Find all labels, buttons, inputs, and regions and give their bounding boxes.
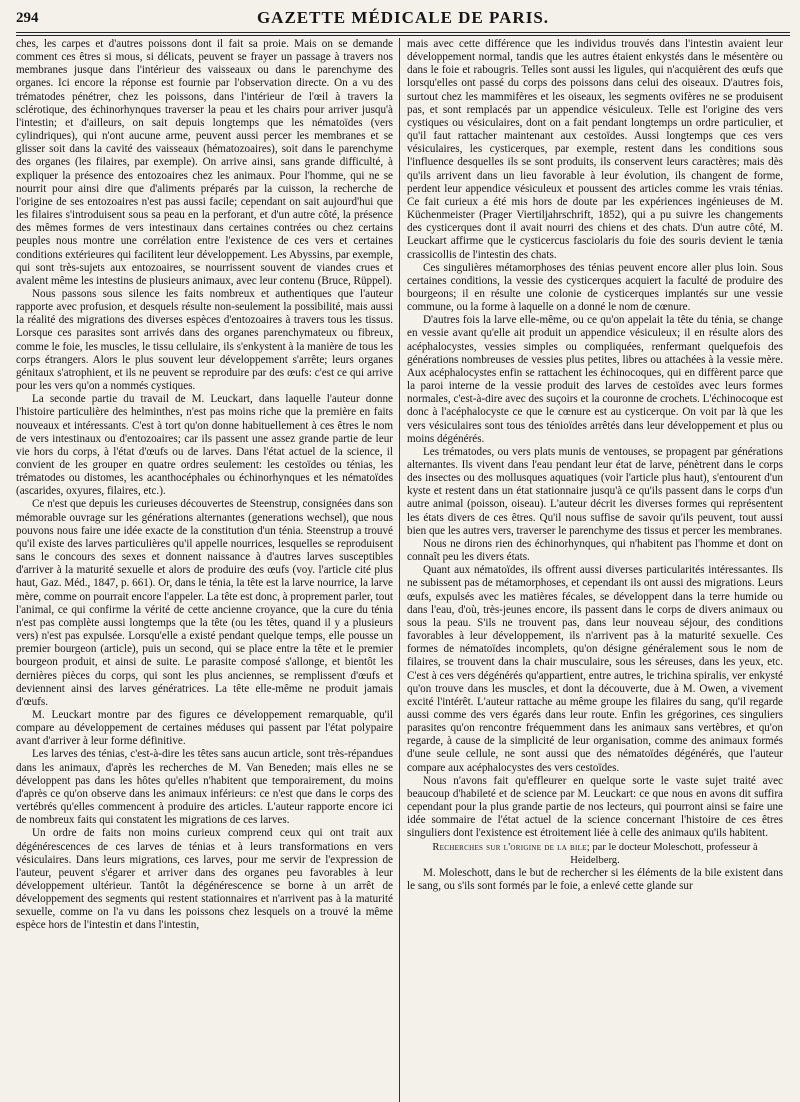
paragraph: La seconde partie du travail de M. Leuckart, dans laquelle l'auteur donne l'histoire particulière des helminthes, n'est pas moins riche que la première en faits nouveaux et intéressants. C'est à tort qu'on donne habituellement à ces êtres le nom de vers intestinaux ou d'entozoaires; car ils passent une assez grande partie de leur vie hors du corps, à l'état d'œufs ou de larves. Dans l'état actuel de la science, il convient de les grouper en quatre ordres seulement: les cestoïdes ou ténias, les trématodes ou distomes, les acanthocéphales ou échinorhynques et les nématoïdes (ascarides, oxyures, filaires, etc.). bbox=[16, 393, 393, 498]
article-title bbox=[407, 841, 783, 867]
paragraph: Nous passons sous silence les faits nombreux et authentiques que l'auteur rapporte avec profusion, et desquels résulte non-seulement la possibilité, mais aussi la réalité des migrations des diverses espèces d'entozoaires à travers tous les tissus. Lorsque ces parasites sont arrivés dans des organes parenchymateux ou fibreux, comme le foie, les muscles, le tissu cellulaire, ils s'enkystent à la manière de tous les corps étrangers. Alors le plus souvent leur développement s'arrête; leurs organes génitaux s'atrophient, et ils ne peuvent se reproduire par des œufs: c'est ce qui arrive pour les vers qu'on a nommés cystiques. bbox=[16, 287, 393, 393]
article-title-caps: Recherches sur l'origine de la bile bbox=[432, 841, 587, 853]
right-column bbox=[400, 38, 783, 1102]
left-column bbox=[16, 38, 399, 1102]
paragraph: Nous n'avons fait qu'effleurer en quelque sorte le vaste sujet traité avec beaucoup d'habileté et de science par M. Leuckart: ce que nous en avons dit suffira cependant pour la plus grande partie de nos lecteurs, qui pourront ainsi se faire une idée sommaire de l'état actuel de la science concernant l'histoire de ces êtres singuliers dont l'existence est étroitement liée à celle des animaux qu'ils habitent. bbox=[407, 774, 783, 840]
article-title-author: ; par le docteur Moleschott, professeur à Heidelberg. bbox=[570, 841, 758, 866]
paragraph: Un ordre de faits non moins curieux comprend ceux qui ont trait aux dégénérescences de ces larves de ténias et à leurs transformations en vers vésiculaires. Dans leurs migrations, ces larves, pour me servir de l'expression de l'auteur, peuvent s'égarer et arriver dans des organes peu favorables à leur développement ultérieur. Tantôt la dégénérescence se borne à un arrêt de développement des segments qui restent stationnaires et n'arrivent pas à la maturité sexuelle, comme on l'a vu dans les poissons chez lesquels on a trouvé la même espèce hors de l'intestin et dans l'intestin, bbox=[16, 827, 393, 932]
paragraph: Quant aux nématoïdes, ils offrent aussi diverses particularités intéressantes. Ils ne subissent pas de métamorphoses, et cependant ils ont aussi des migrations. Leurs œufs, expulsés avec les matières fécales, se développent dans la terre humide ou dans l'eau, d'où, très-jeunes encore, ils passent dans le corps de divers animaux ou sous la peau. S'ils ne trouvent pas, dans leur nouveau séjour, des conditions favorables à leur développement, ils n'arrivent pas à la maturité sexuelle. Ces formes de nématoïdes incomplets, qu'on désigne généralement sous le nom de filaires, se trouvent dans la chair musculaire, sous les séreuses, dans les yeux, etc. C'est à ces vers dégénérés qu'appartient, entre autres, le trichina spiralis, ver enkysté qu'on trouve dans les muscles, et dont la découverte, due à M. Owen, a vivement excité l'intérêt. L'auteur rattache au même groupe les filaires du sang, qu'il regarde aussi comme des vers égarés dans leur route. Enfin les grégorines, ces singuliers parasites qu'on rencontre fréquemment dans les animaux sans vertèbres, et qu'on regarde, à cause de la simplicité de leur organisation, comme des animaux formés d'une seule cellule, ne sont aussi que des nématoïdes dégénérés, que l'auteur compare aux acéphalocystes des vers cestoïdes. bbox=[407, 564, 783, 774]
paragraph: Ces singulières métamorphoses des ténias peuvent encore aller plus loin. Sous certaines conditions, la vessie des cysticerques acquiert la faculté de produire des bourgeons; il en résulte une colonie de cysticerques implantés sur une vessie commune, ou la forme à laquelle on a donné le nom de cœnure. bbox=[407, 261, 783, 314]
paragraph: mais avec cette différence que les individus trouvés dans l'intestin avaient leur développement normal, tandis que les autres étaient enkystés dans le mésentère ou dans le foie et rabougris. Telles sont aussi les ligules, qui n'acquièrent des œufs que lorsqu'elles ont passé du corps des poissons dans celui des oiseaux. D'autres fois, surtout chez les mammifères et les oiseaux, les segments ovifères ne se produisent pas, et sont remplacés par un appendice vésiculeux. Telle est l'origine des vers cystiques ou vésiculaires, dont on a fait pendant longtemps un ordre particulier, et qu'il faut rattacher maintenant aux cestoïdes. Aussi longtemps que ces vers vésiculaires, les cysticerques, par exemple, restent dans les conditions sous l'influence desquelles ils se sont produits, ils conservent leurs caractères; mais dès qu'ils arrivent dans un lieu favorable à leur évolution, ils changent de forme, perdent leur appendice vésiculeux et poussent des articles comme les vrais ténias. Ce fait curieux a été mis hors de doute par les expériences ingénieuses de M. Küchenmeister (Prager Viertiljahrschrift, 1852), qui a pu suivre les changements des cysticerques dont il avait nourri des chiens et des chats. D'un autre côté, M. Leuckart affirme que le cysticercus fasciolaris du foie des souris devient le tænia crassicollis de l'intestin des chats. bbox=[407, 38, 783, 261]
paragraph: Nous ne dirons rien des échinorhynques, qui n'habitent pas l'homme et dont on connaît peu les divers états. bbox=[407, 537, 783, 564]
header-rule bbox=[16, 32, 790, 36]
paragraph: M. Moleschott, dans le but de rechercher si les éléments de la bile existent dans le sang, ou s'ils sont formés par le foie, a enlevé cette glande sur bbox=[407, 866, 783, 892]
page-number: 294 bbox=[16, 10, 39, 26]
text-columns bbox=[16, 38, 790, 1102]
paragraph: Les trématodes, ou vers plats munis de ventouses, se propagent par générations alternantes. Ils vivent dans l'eau pendant leur état de larve, pénètrent dans le corps des insectes ou des mollusques aquatiques (voir l'article plus haut), s'entourent d'un kyste et restent dans un état stationnaire jusqu'à ce qu'ils passent dans le corps d'un autre animal (poisson, oiseau). L'auteur décrit les diverses formes qui représentent les états divers de ces êtres. Qu'il nous suffise de savoir qu'ils peuvent, tout aussi bien que les autres vers, traverser le parenchyme des tissus et percer les membranes. bbox=[407, 445, 783, 537]
paragraph: Les larves des ténias, c'est-à-dire les têtes sans aucun article, sont très-répandues dans les animaux, d'après les recherches de M. Van Beneden; mais elles ne se développent pas dans les hôtes qu'elles n'habitent que temporairement, du moins d'après ce qu'on observe dans les animaux inférieurs: ce n'est que dans le corps des vertébrés qu'elles commencent à produire des articles. L'auteur rapporte encore ici de nombreux faits qui constatent les migrations de ces larves. bbox=[16, 748, 393, 827]
paragraph: M. Leuckart montre par des figures ce développement remarquable, qu'il compare au développement de certaines méduses qui passent par l'état polypaire avant d'arriver à leur forme définitive. bbox=[16, 708, 393, 748]
journal-title: GAZETTE MÉDICALE DE PARIS. bbox=[256, 8, 550, 27]
page-header bbox=[16, 8, 790, 30]
paragraph: ches, les carpes et d'autres poissons dont il fait sa proie. Mais on se demande comment ces êtres si mous, si délicats, peuvent se frayer un passage à travers nos membranes jusque dans l'intérieur des vaisseaux ou dans le parenchyme des organes. Ici encore la réponse est fournie par l'observation directe. On a vu des trématodes pénétrer, chez les poissons, dans l'intérieur de l'œil à travers la sclérotique, des échinorhynques traverser la peau et les chairs pour arriver jusqu'à l'intestin; et d'ailleurs, on sait depuis longtemps que les nématoïdes (vers cylindriques), qui n'ont aucune arme, peuvent aussi percer les membranes et se glisser soit dans la cavité des vaisseaux (hématozoaires), soit dans le parenchyme des organes (les filaires, par exemple). On arrive ainsi, sans grande difficulté, à expliquer la présence des entozoaires chez les animaux. Pour l'homme, qui ne se nourrit pour ainsi dire que d'aliments préparés par la cuisson, la recherche de l'origine de ses entozoaires n'est pas aussi facile; cependant on sait aujourd'hui que les filaires s'introduisent sous sa peau en la perforant, et d'un autre côté, la présence des mêmes formes de vers intestinaux dans certaines contrées ou chez certains peuples nous montre une corrélation entre l'existence de ces vers et certaines conditions extérieures qui facilitent leur développement. Les Abyssins, par exemple, qui sont très-sujets aux entozoaires, se nourrissent souvent de viandes crues et avalent même les intestins de plusieurs animaux, avec leur contenu (Bruce, Rüppel). bbox=[16, 38, 393, 287]
paragraph: D'autres fois la larve elle-même, ou ce qu'on appelait la tête du ténia, se change en vessie avant qu'elle ait produit un appendice vésiculeux; il en résulte alors des acéphalocystes, vessies simples ou compliquées, renfermant quelquefois des générations nombreuses de vessies plus petites, libres ou attachées à la vessie mère. Aux acéphalocystes enfin se rattachent les échinocoques, qui en diffèrent parce que la paroi interne de la vessie produit des larves de cestoïdes avec leurs formes normales, c'est-à-dire avec des suçoirs et la couronne de crochets. L'échinocoque est donc à l'acéphalocyste ce que le cœnure est au cysticerque. On voit par là que les vers vésiculaires sont tous des ténioïdes arrêtés dans leur développement et plus ou moins dégénérés. bbox=[407, 314, 783, 445]
paragraph: Ce n'est que depuis les curieuses découvertes de Steenstrup, consignées dans son mémorable ouvrage sur les générations alternantes (generations wechsel), que nous pouvons nous faire une idée exacte de la constitution d'un ténia. Steenstrup a trouvé qu'il existe des larves particulières qu'il appelle nourrices, lesquelles se reproduisent sans le concours des sexes et donnent naissance à d'autres larves susceptibles d'arriver à la maturité sexuelle et alors de produire des œufs (voy. l'article cité plus haut, Gaz. Méd., 1847, p. 661). Or, dans le ténia, la tête est la larve nourrice, la larve mère, comme on pourrait encore l'appeler. La tête est donc, à proprement parler, tout l'animal, ce qui confirme la vérité de cette ancienne croyance, que la cure du ténia n'est pas complète aussi longtemps que la tête (ou les têtes, quand il y a plusieurs vers) n'est pas expulsée. Lorsqu'elle a existé pendant quelque temps, elle pousse un premier bourgeon (article), puis un second, qui se place entre la tête et le premier bourgeon produit, et ainsi de suite. Le parasite composé s'allonge, et bientôt les dernières pièces du corps, qui sont les plus anciennes, se remplissent d'œufs et deviennent ainsi des larves génératrices. La tête elle-même ne produit jamais d'œufs. bbox=[16, 498, 393, 708]
